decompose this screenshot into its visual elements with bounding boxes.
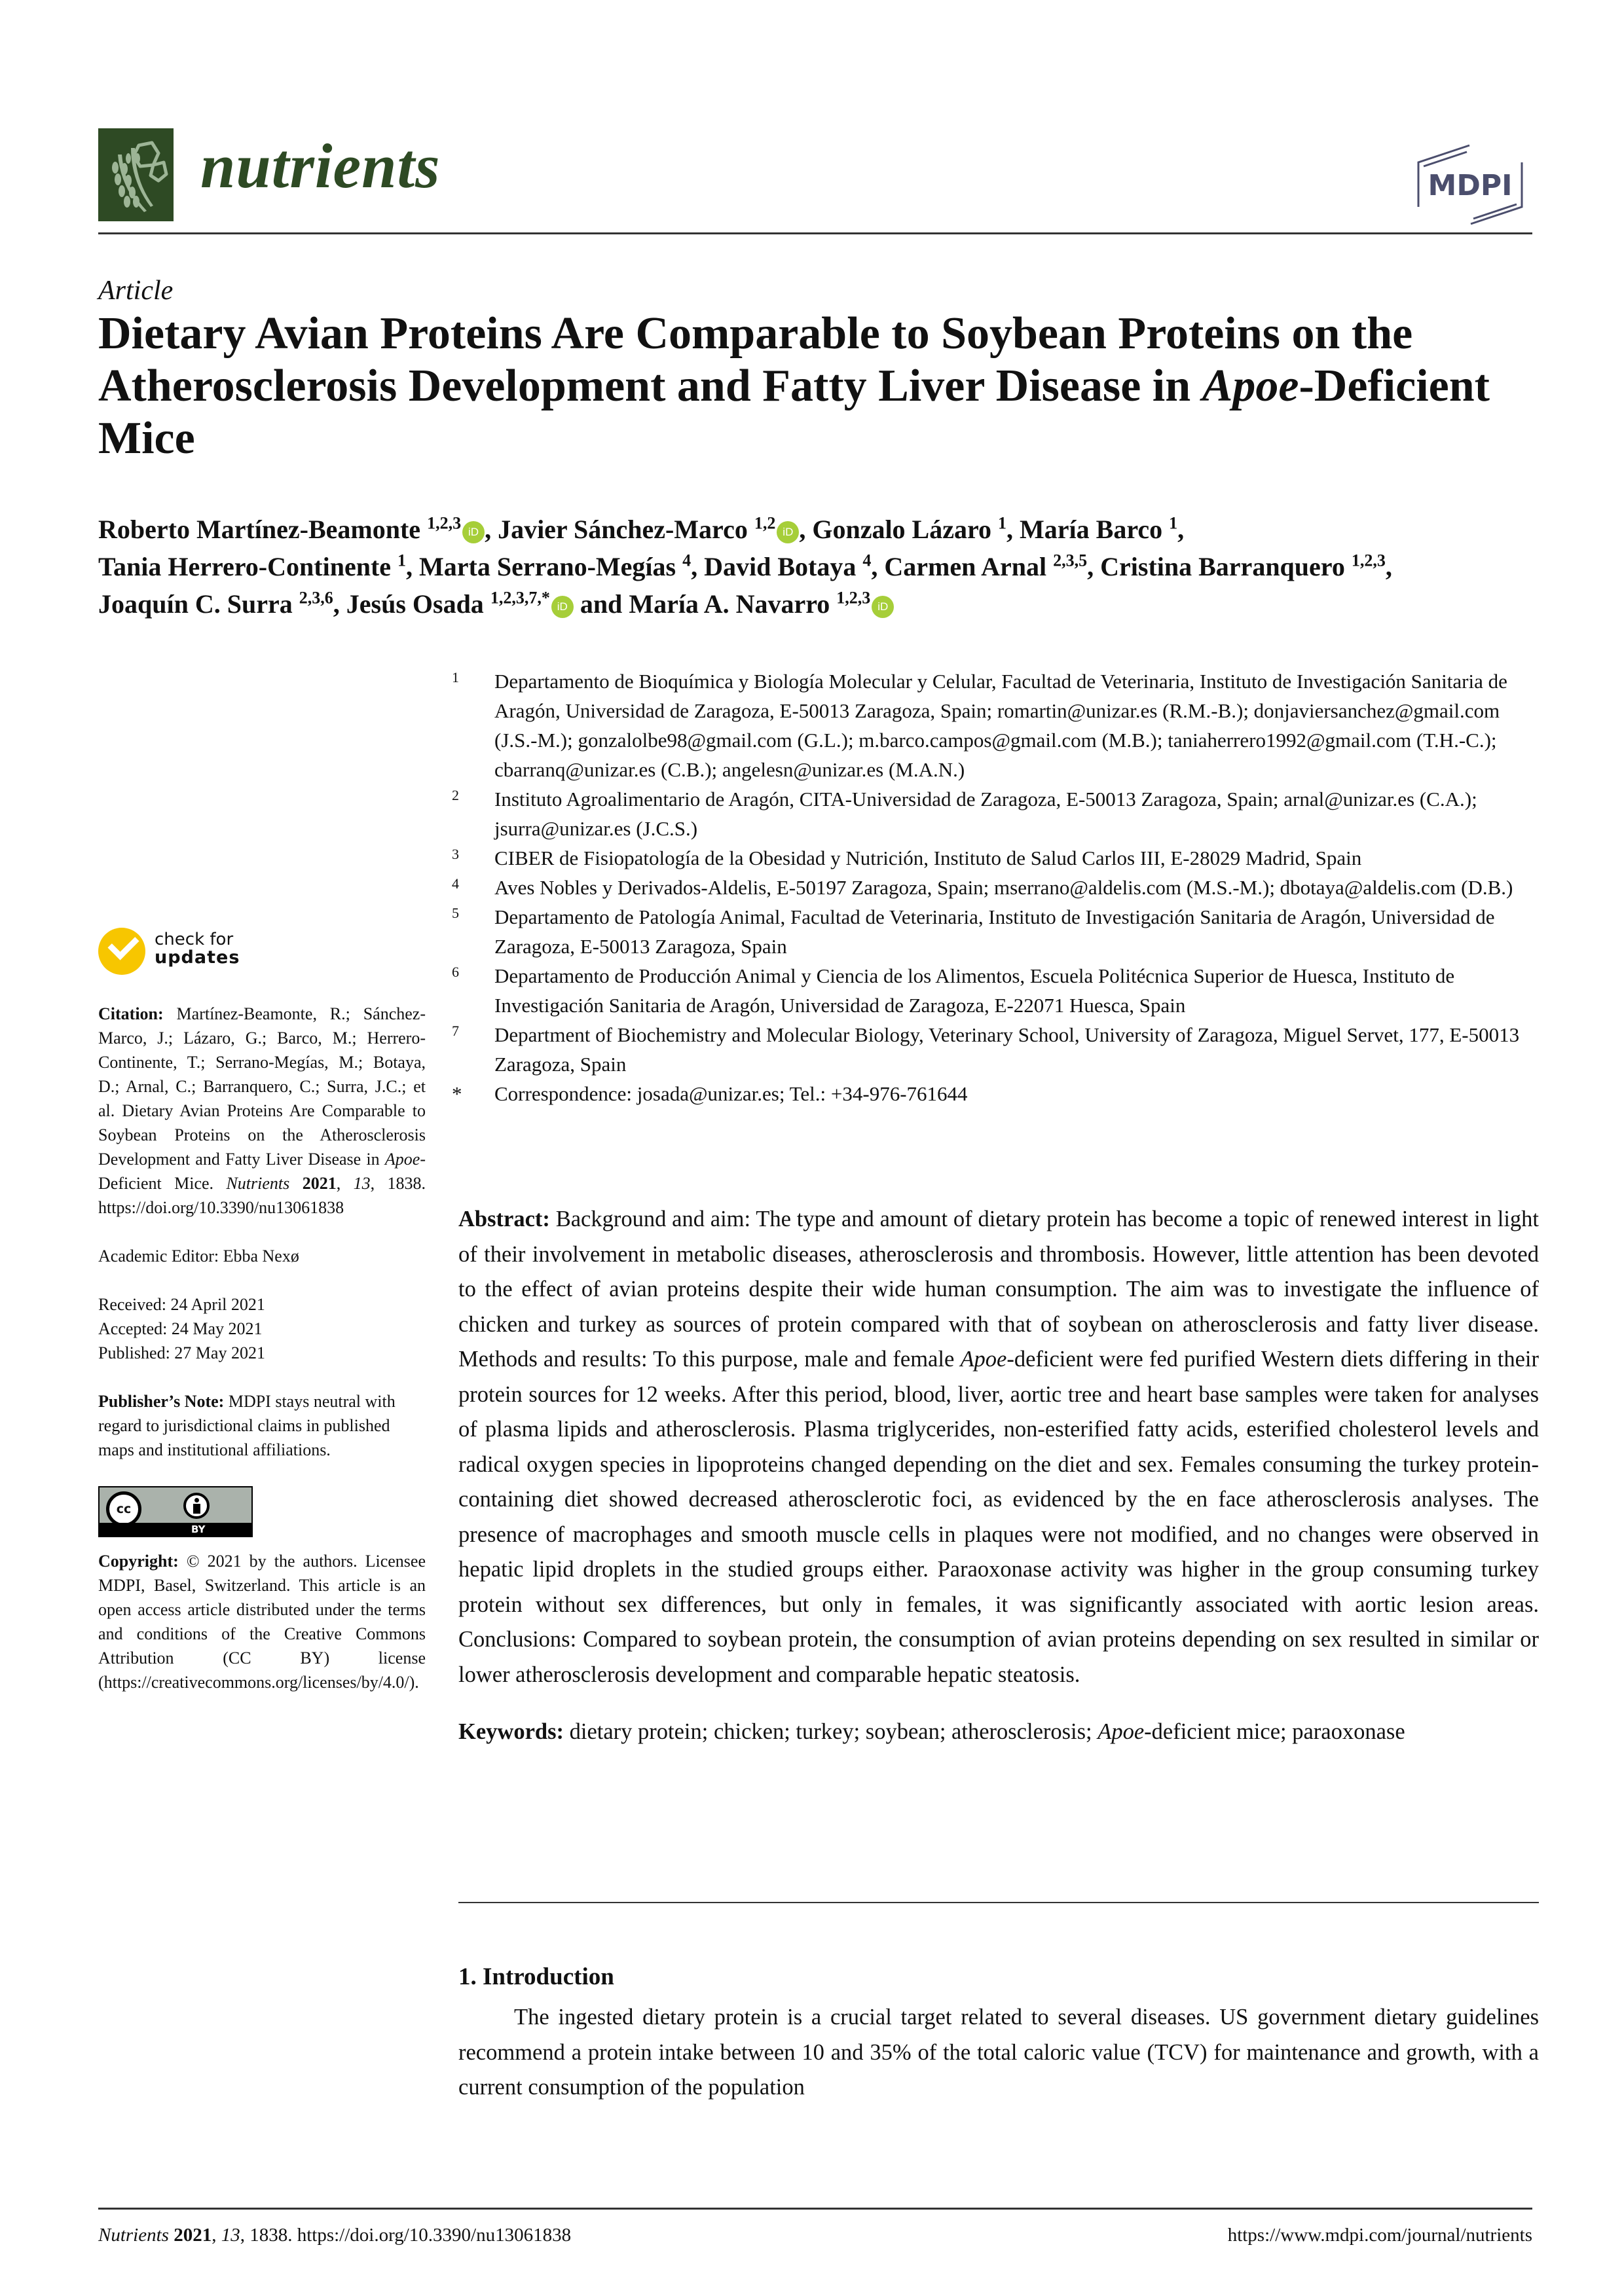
orcid-icon[interactable]: iD bbox=[872, 596, 894, 618]
affiliation-item: 5 Departamento de Patología Animal, Facultad de Veterinaria, Instituto de Investigación Sanitaria de Aragón, Universidad de Zaragoza, E-50013 Zaragoza, Spain bbox=[452, 905, 1495, 958]
author[interactable]: Tania Herrero-Continente $^1$ bbox=[98, 551, 407, 581]
footer-citation: Nutrients 2021, 13, 1838. https://doi.org/10.3390/nu13061838 bbox=[98, 2225, 572, 2246]
header-divider bbox=[98, 232, 1532, 234]
published-date: Published: 27 May 2021 bbox=[98, 1343, 265, 1362]
orcid-icon[interactable]: iD bbox=[777, 521, 799, 543]
abstract: Abstract: Background and aim: The type and amount of dietary protein has become a topic of renewed interest in light of their involvement in metabolic diseases, atherosclerosis and thrombosis. However, little attention has been devoted to the effect of avian proteins despite their wide human consumption. The aim was to investigate the influence of chicken and turkey as sources of protein compared with that of soybean on atherosclerosis and fatty liver disease. Methods and results: To this purpose, male and female Apoe-deficient were fed purified Western diets differing in their protein sources for 12 weeks. After this period, blood, liver, aortic tree and heart base samples were taken for analyses of plasma lipids and atherosclerosis. Plasma triglycerides, non-esterified fatty acids, esterified cholesterol levels and radical oxygen species in lipoproteins changed depending on the diet and sex. Females consuming the turkey protein-containing diet showed decreased atherosclerotic foci, as evidenced by the en face atherosclerosis analyses. The presence of macrophages and smooth muscle cells in plaques were not modified, and no changes were observed in hepatic lipid droplets in the studied groups either. Paraoxonase activity was higher in the group consuming turkey protein without sex differences, but only in females, it was significantly associated with aortic lesion areas. Conclusions: Compared to soybean protein, the consumption of avian proteins depending on sex resulted in similar or lower atherosclerosis development and comparable hepatic steatosis. bbox=[458, 1207, 1540, 1687]
citation: Citation: Martínez-Beamonte, R.; Sánchez-Marco, J.; Lázaro, G.; Barco, M.; Herrero-Continente, T.; Serrano-Megías, M.; Botaya, D.; Arnal, C.; Barranquero, C.; Surra, J.C.; et al. Dietary Avian Proteins Are Comparable to Soybean Proteins on the Atherosclerosis Development and Fatty Liver Disease in Apoe-Deficient Mice. Nutrients 2021, 13, 1838. https://doi.org/10.3390/nu13061838 bbox=[98, 1004, 426, 1217]
check-updates-line1: check for bbox=[155, 930, 234, 949]
section-heading-introduction: 1. Introduction bbox=[458, 1963, 614, 1990]
author[interactable]: María A. Navarro $^{1,2,3}$ iD bbox=[629, 589, 894, 619]
mdpi-logo[interactable] bbox=[1408, 143, 1532, 227]
mdpi-logo-text: MDPI bbox=[1428, 169, 1513, 202]
author[interactable]: Gonzalo Lázaro $^1$ bbox=[812, 513, 1007, 544]
checkmark-icon bbox=[98, 928, 145, 975]
copyright-notice: Copyright: © 2021 by the authors. Licensee MDPI, Basel, Switzerland. This article is an open access article distributed under the terms and conditions of the Creative Commons Attribution (CC BY) license (https://creativecommons.org/licenses/by/4.0/). bbox=[98, 1552, 426, 1692]
title-text-end: -Deficient Mice bbox=[98, 361, 1490, 464]
author[interactable]: David Botaya $^4$ bbox=[704, 551, 872, 581]
author[interactable]: Cristina Barranquero $^{1,2,3}$ bbox=[1100, 551, 1386, 581]
journal-name[interactable]: nutrients bbox=[200, 131, 441, 201]
accepted-date: Accepted: 24 May 2021 bbox=[98, 1319, 263, 1338]
affiliations-list bbox=[452, 666, 1539, 1108]
article-type: Article bbox=[98, 276, 174, 306]
keywords: Keywords: dietary protein; chicken; turkey; soybean; atherosclerosis; Apoe-deficient mice; paraoxonase bbox=[458, 1719, 1405, 1744]
author[interactable]: Javier Sánchez-Marco $^{1,2}$ iD bbox=[498, 515, 799, 544]
cc-by-label: BY bbox=[191, 1523, 206, 1535]
title-text: Dietary Avian Proteins Are Comparable to Soybean Proteins on the Atherosclerosis Development and Fatty Liver Disease in bbox=[98, 308, 1413, 411]
cc-icon: cc bbox=[106, 1491, 141, 1527]
citation-doi-link[interactable]: , 1838. https://doi.org/10.3390/nu13061838 bbox=[98, 1174, 426, 1217]
attribution-person-icon bbox=[183, 1493, 210, 1519]
orcid-icon[interactable]: iD bbox=[462, 521, 485, 543]
author[interactable]: Marta Serrano-Megías $^4$ bbox=[419, 551, 692, 581]
author[interactable]: María Barco $^1$ bbox=[1020, 513, 1178, 544]
footer-journal-link[interactable]: https://www.mdpi.com/journal/nutrients bbox=[1227, 2225, 1532, 2246]
footer-doi-link[interactable]: , 1838. https://doi.org/10.3390/nu13061838 bbox=[240, 2225, 572, 2246]
affiliation-item: 1 Departamento de Bioquímica y Biología Molecular y Celular, Facultad de Veterinaria, Instituto de Investigación Sanitaria de Aragón, Universidad de Zaragoza, E-50013 Zaragoza, Spain; romartin@unizar.es (R.M.-B.); donjaviersanchez@gmail.com (J.S.-M.); gonzalolbe98@gmail.com (G.L.); m.barco.campos@gmail.com (M.B.); taniaherrero1992@gmail.com (T.H.-C.); cbarranq@unizar.es (C.B.); angelesn@unizar.es (M.A.N.) bbox=[452, 669, 1507, 781]
author[interactable]: Carmen Arnal $^{2,3,5}$ bbox=[884, 551, 1088, 581]
publishers-note: Publisher’s Note: MDPI stays neutral with regard to jurisdictional claims in published maps and institutional affiliations. bbox=[98, 1392, 396, 1459]
affiliation-item: 3 CIBER de Fisiopatología de la Obesidad y Nutrición, Instituto de Salud Carlos III, E-28029 Madrid, Spain bbox=[452, 846, 1362, 869]
author[interactable]: Jesús Osada $^{1,2,3,7,*}$ iD bbox=[346, 589, 574, 619]
affiliation-item: 2 Instituto Agroalimentario de Aragón, CITA-Universidad de Zaragoza, E-50013 Zaragoza, Spain; arnal@unizar.es (C.A.); jsurra@unizar.es (J.C.S.) bbox=[452, 787, 1477, 840]
received-date: Received: 24 April 2021 bbox=[98, 1295, 265, 1314]
section-divider bbox=[458, 1902, 1539, 1903]
cc-by-license-badge[interactable] bbox=[98, 1486, 253, 1537]
affiliation-item: 4 Aves Nobles y Derivados-Aldelis, E-50197 Zaragoza, Spain; mserrano@aldelis.com (M.S.-M.); dbotaya@aldelis.com (D.B.) bbox=[452, 875, 1513, 899]
orcid-icon[interactable]: iD bbox=[551, 596, 574, 618]
abstract-section bbox=[458, 1202, 1539, 1750]
author-list: Roberto Martínez-Beamonte $^{1,2,3}$ iD , Javier Sánchez-Marco $^{1,2}$ iD , Gonzalo Lázaro $^1$, María Barco $^1$, Tania Herrero-Continente $^1$, Marta Serrano-Megías $^4$, David Botaya $^4$, Carmen Arnal $^{2,3,5}$, Cristina Barranquero $^{1,2,3}$, Joaquín C. Surra $^{2,3,6}$, Jesús Osada $^{1,2,3,7,*}$ iD and María A. Navarro $^{1,2,3}$ iD bbox=[98, 513, 1392, 619]
introduction-text: The ingested dietary protein is a crucial target related to several diseases. US government dietary guidelines recommend a protein intake between 10 and 35% of the total caloric value (TCV) for maintenance and growth, with a current consumption of the population bbox=[458, 2005, 1539, 2100]
correspondence: * Correspondence: josada@unizar.es; Tel.: +34-976-761644 bbox=[452, 1082, 968, 1105]
wheat-molecule-icon bbox=[98, 128, 174, 221]
check-updates-line2: updates bbox=[155, 947, 240, 968]
mdpi-hexagon-icon bbox=[1408, 143, 1532, 227]
title-gene-name: Apoe bbox=[1202, 361, 1299, 411]
academic-editor: Academic Editor: Ebba Nexø bbox=[98, 1247, 299, 1266]
journal-logo[interactable] bbox=[98, 128, 174, 221]
page-title bbox=[98, 308, 1539, 465]
check-for-updates-button[interactable] bbox=[98, 928, 255, 980]
footer-divider bbox=[98, 2208, 1532, 2210]
affiliation-item: 7 Department of Biochemistry and Molecular Biology, Veterinary School, University of Zaragoza, Miguel Servet, 177, E-50013 Zaragoza, Spain bbox=[452, 1023, 1520, 1076]
sidebar bbox=[98, 1002, 426, 1694]
affiliation-item: 6 Departamento de Producción Animal y Ciencia de los Alimentos, Escuela Politécnica Superior de Huesca, Instituto de Investigación Sanitaria de Aragón, Universidad de Zaragoza, E-22071 Huesca, Spain bbox=[452, 964, 1455, 1017]
author[interactable]: Roberto Martínez-Beamonte $^{1,2,3}$ iD bbox=[98, 515, 485, 544]
author[interactable]: Joaquín C. Surra $^{2,3,6}$ bbox=[98, 588, 333, 619]
